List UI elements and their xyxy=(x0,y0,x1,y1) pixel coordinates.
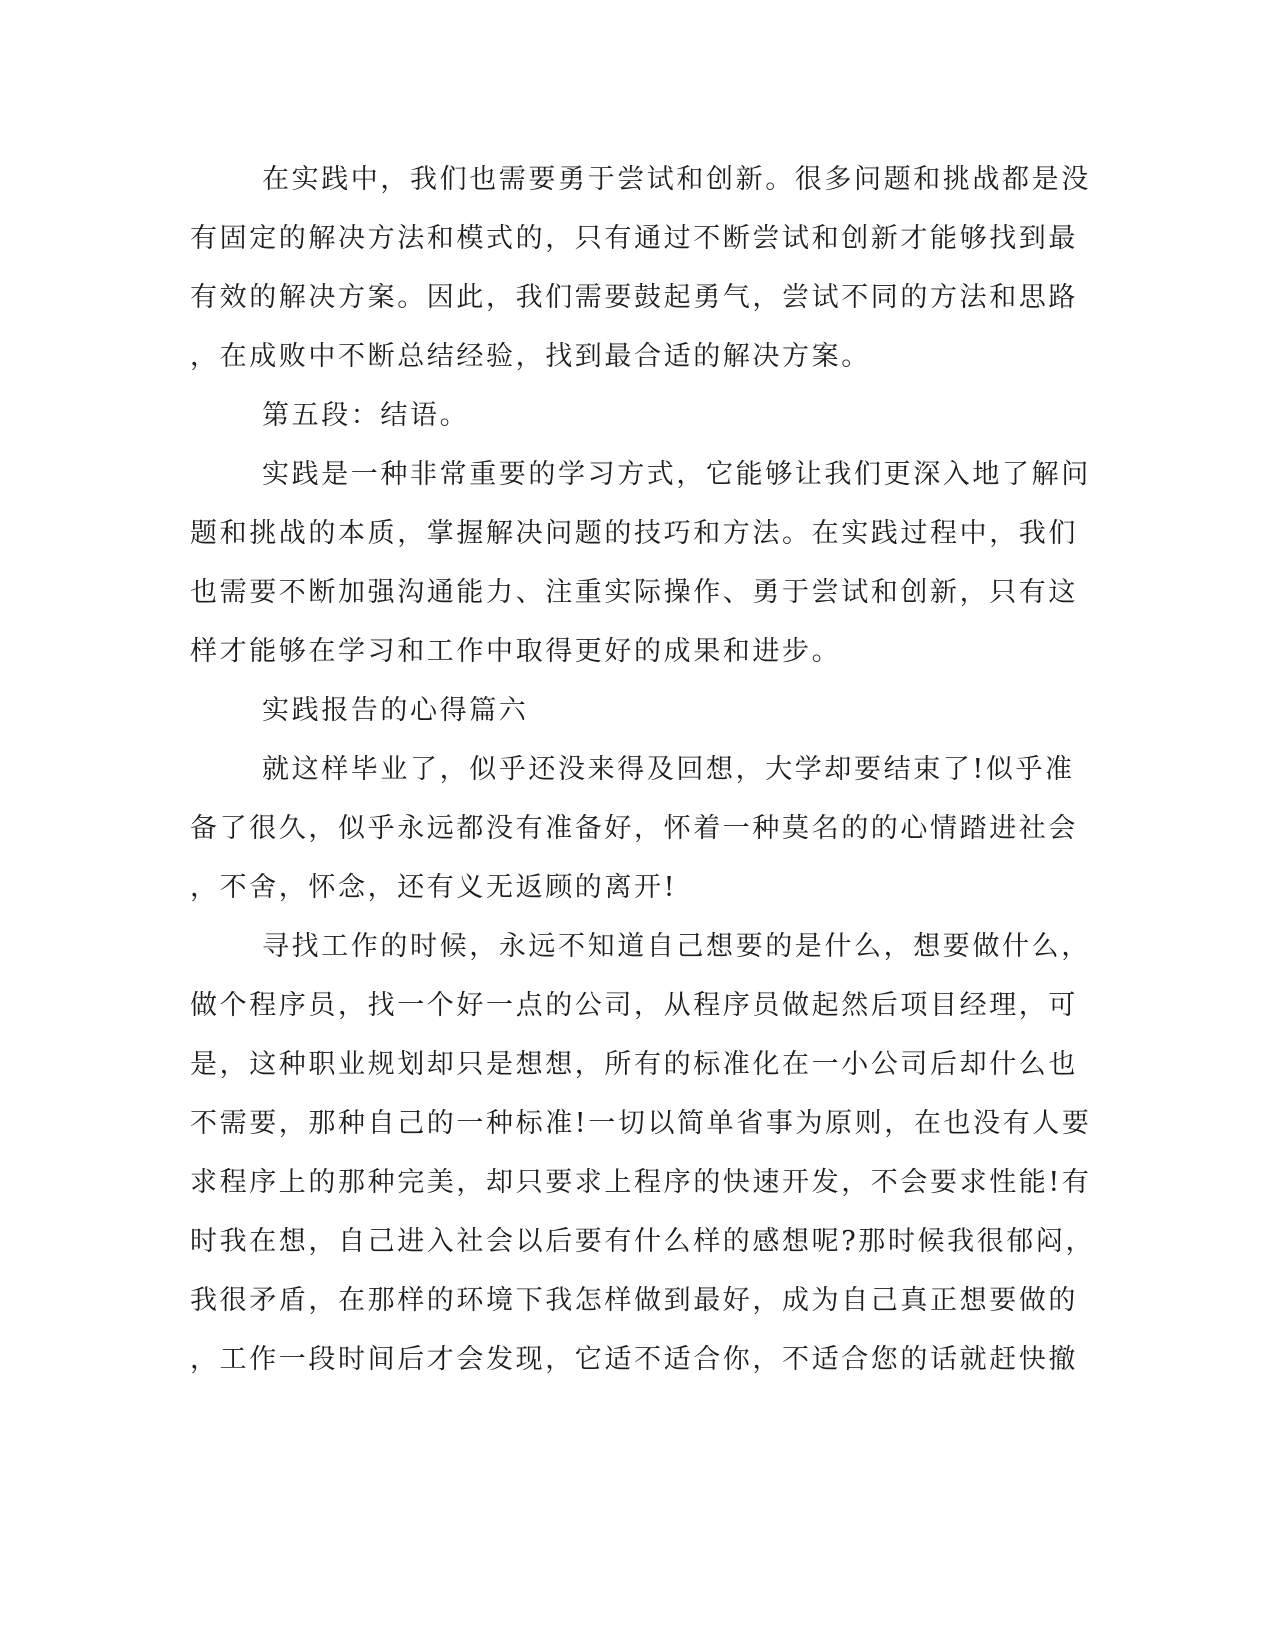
text-line: 备了很久，似乎永远都没有准备好，怀着一种莫名的的心情踏进社会 xyxy=(190,813,1078,844)
text-line: 在实践中，我们也需要勇于尝试和创新。很多问题和挑战都是没 xyxy=(262,164,1091,195)
text-line: 样才能够在学习和工作中取得更好的成果和进步。 xyxy=(190,636,842,667)
text-line: 做个程序员，找一个好一点的公司，从程序员做起然后项目经理，可 xyxy=(190,990,1078,1021)
text-line: 是，这种职业规划却只是想想，所有的标准化在一小公司后却什么也 xyxy=(190,1049,1078,1080)
text-line: 也需要不断加强沟通能力、注重实际操作、勇于尝试和创新，只有这 xyxy=(190,577,1078,608)
text-line: 实践是一种非常重要的学习方式，它能够让我们更深入地了解问 xyxy=(262,459,1091,490)
section-title: 实践报告的心得篇六 xyxy=(262,695,529,726)
text-line: ，不舍，怀念，还有义无返顾的离开! xyxy=(190,872,678,903)
text-line: 我很矛盾，在那样的环境下我怎样做到最好，成为自己真正想要做的 xyxy=(190,1285,1078,1316)
text-line: 有固定的解决方法和模式的，只有通过不断尝试和创新才能够找到最 xyxy=(190,223,1078,254)
section-heading: 第五段：结语。 xyxy=(262,400,470,431)
text-line: 有效的解决方案。因此，我们需要鼓起勇气，尝试不同的方法和思路 xyxy=(190,282,1078,313)
text-line: ，工作一段时间后才会发现，它适不适合你，不适合您的话就赶快撤 xyxy=(190,1344,1078,1375)
text-line: 题和挑战的本质，掌握解决问题的技巧和方法。在实践过程中，我们 xyxy=(190,518,1078,549)
text-line: 不需要，那种自己的一种标准!一切以简单省事为原则，在也没有人要 xyxy=(190,1108,1092,1139)
text-line: 求程序上的那种完美，却只要求上程序的快速开发，不会要求性能!有 xyxy=(190,1167,1092,1198)
text-line: 寻找工作的时候，永远不知道自己想要的是什么，想要做什么， xyxy=(262,931,1091,962)
text-line: 时我在想，自己进入社会以后要有什么样的感想呢?那时候我很郁闷， xyxy=(190,1226,1096,1257)
text-line: 就这样毕业了，似乎还没来得及回想，大学却要结束了!似乎准 xyxy=(262,754,1075,785)
text-line: ，在成败中不断总结经验，找到最合适的解决方案。 xyxy=(190,341,871,372)
